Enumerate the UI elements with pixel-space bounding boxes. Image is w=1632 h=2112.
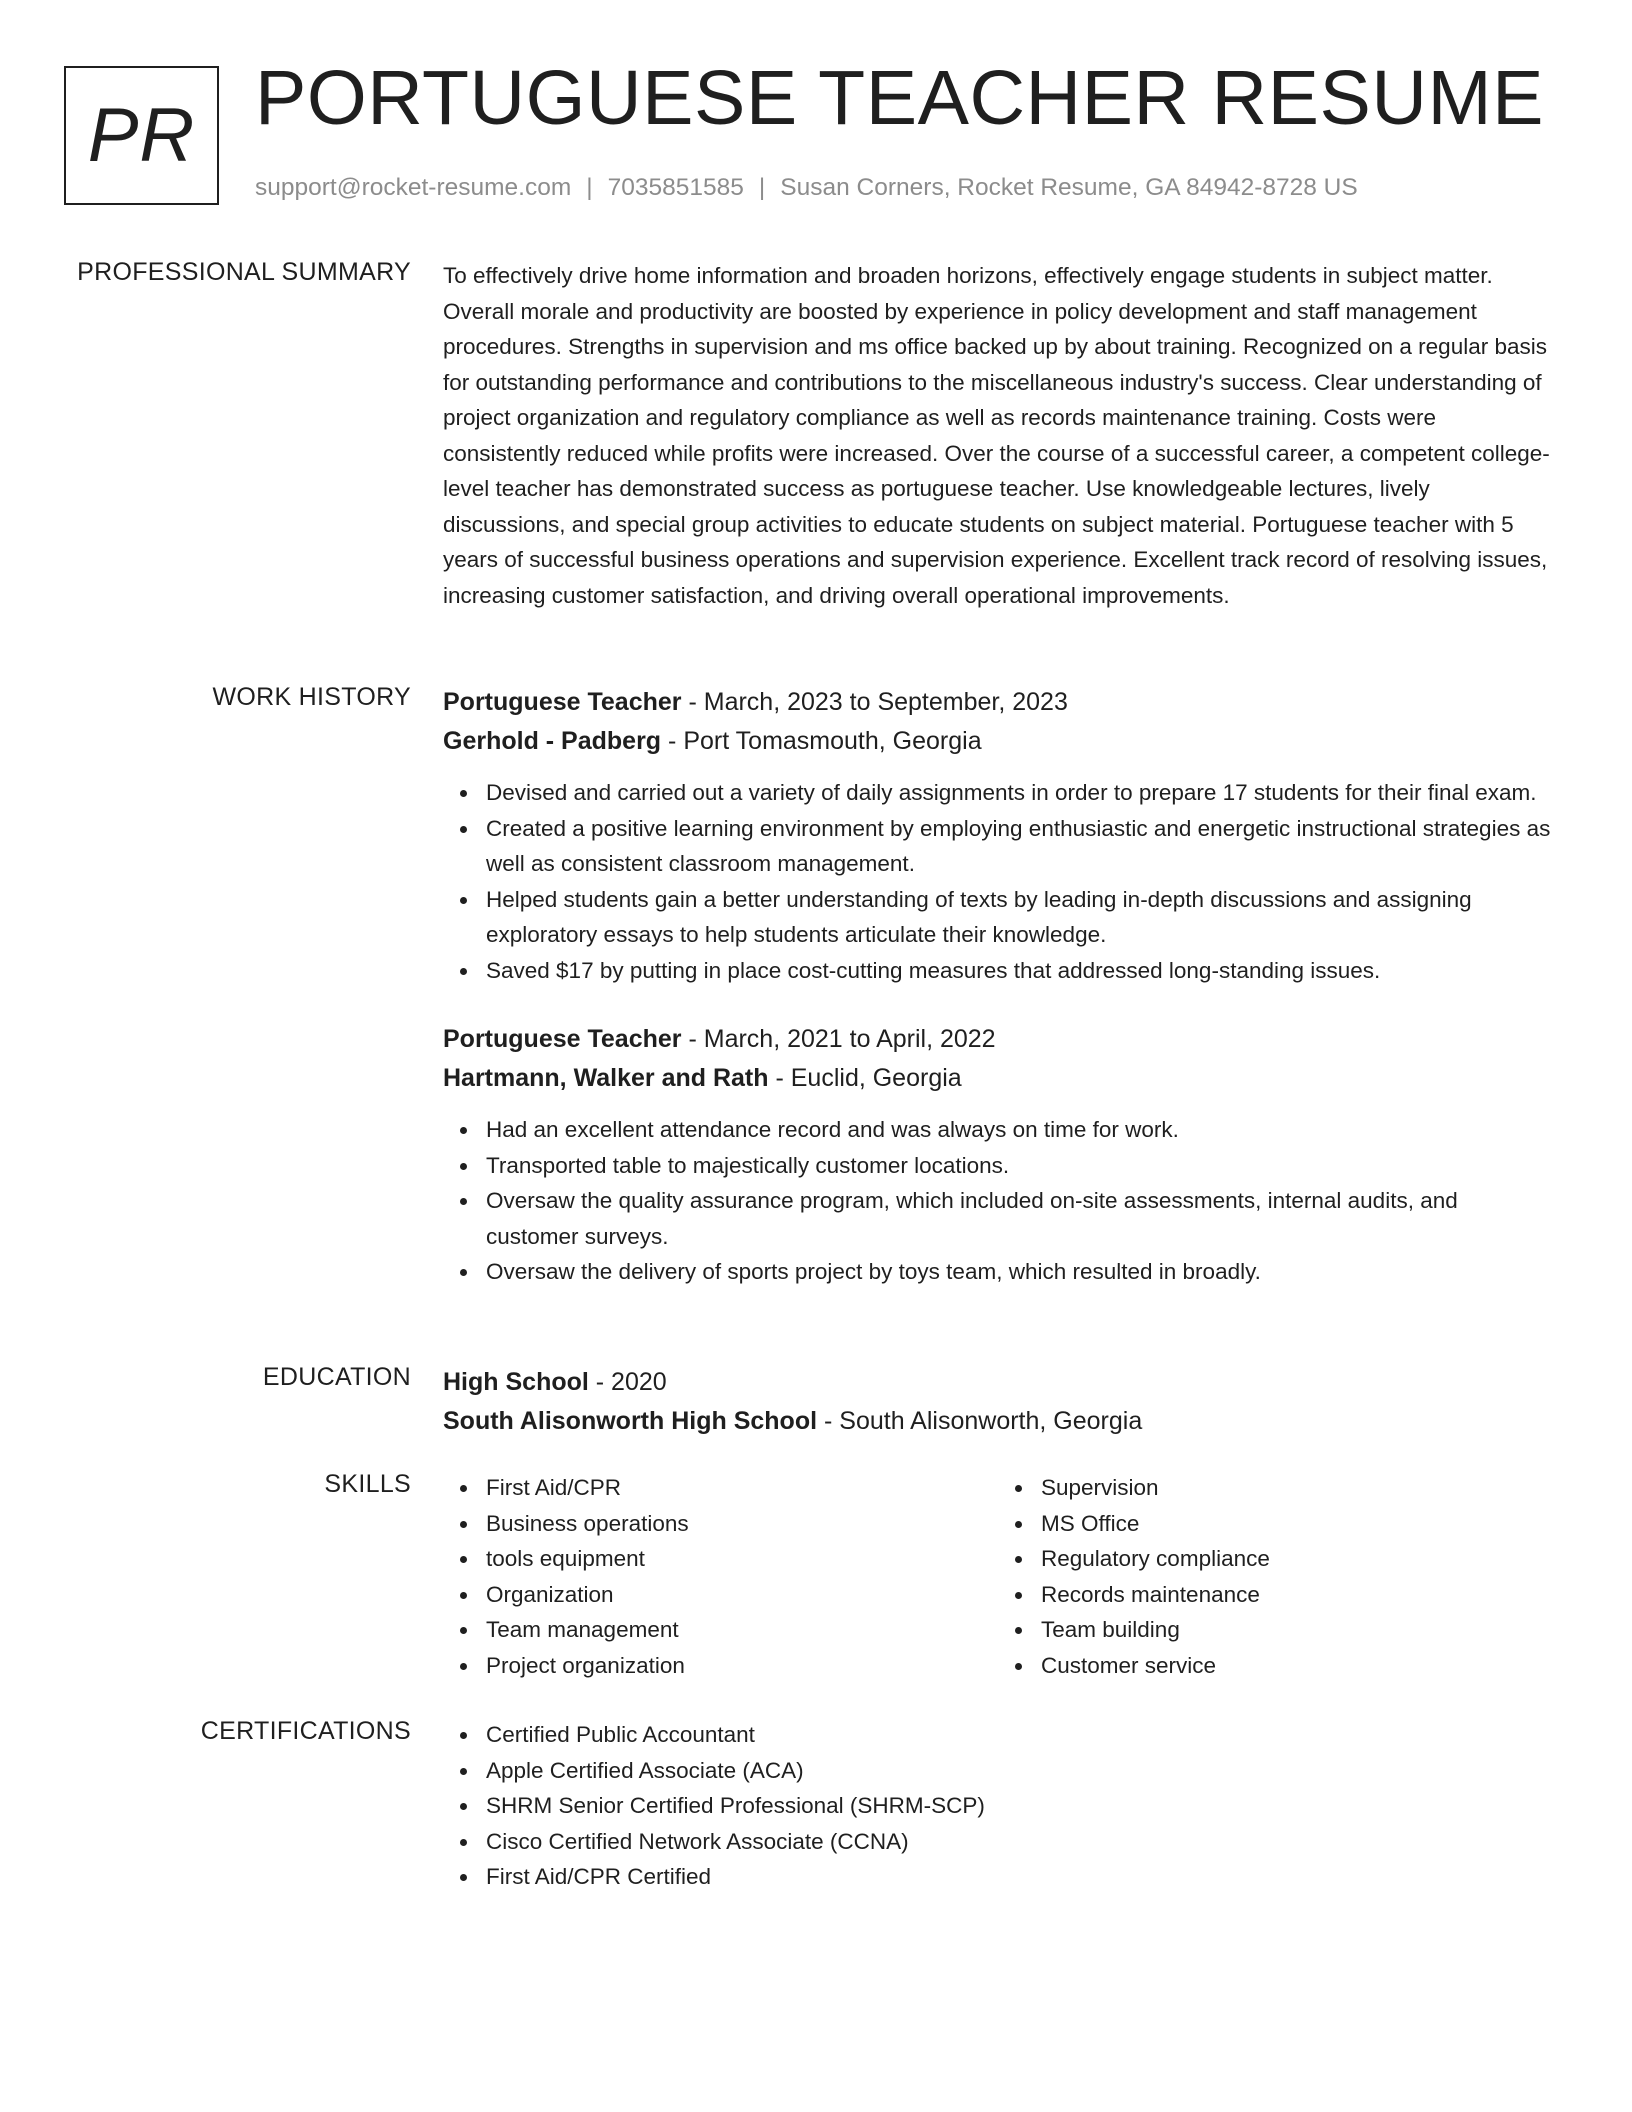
skill-item: First Aid/CPR <box>486 1470 998 1506</box>
skill-item: Project organization <box>486 1648 998 1684</box>
skills-list-left <box>443 1470 998 1683</box>
job-title: Portuguese Teacher <box>443 1025 682 1053</box>
skill-item: MS Office <box>1041 1506 1553 1542</box>
job-bullet: Had an excellent attendance record and was always on time for work. <box>486 1112 1553 1148</box>
contact-address: Susan Corners, Rocket Resume, GA 84942-8728 US <box>780 174 1358 201</box>
job-bullet: Helped students gain a better understanding of texts by leading in-depth discussions and assigning exploratory essays to help students articulate their knowledge. <box>486 882 1553 953</box>
job-company: Hartmann, Walker and Rath <box>443 1064 769 1092</box>
job-bullet: Devised and carried out a variety of daily assignments in order to prepare 17 students for their final exam. <box>486 775 1553 811</box>
skill-item: Business operations <box>486 1506 998 1542</box>
job-title-line <box>443 1020 1553 1059</box>
contact-separator: | <box>758 174 766 201</box>
skill-item: Customer service <box>1041 1648 1553 1684</box>
education-degree: High School <box>443 1368 589 1396</box>
job-entry <box>443 1020 1553 1290</box>
job-dates: - March, 2021 to April, 2022 <box>688 1025 996 1053</box>
section-label-education: EDUCATION <box>262 1363 411 1391</box>
monogram-initials: PR <box>87 93 196 178</box>
job-title: Portuguese Teacher <box>443 688 682 716</box>
certifications-list <box>443 1717 1553 1895</box>
certification-item: First Aid/CPR Certified <box>486 1859 1553 1895</box>
job-company: Gerhold - Padberg <box>443 727 662 755</box>
section-label-summary: PROFESSIONAL SUMMARY <box>77 258 411 286</box>
contact-line <box>255 174 1358 202</box>
skills-list-right <box>998 1470 1553 1683</box>
monogram-box <box>64 66 219 205</box>
job-dates: - March, 2023 to September, 2023 <box>688 688 1068 716</box>
certification-item: Cisco Certified Network Associate (CCNA) <box>486 1824 1553 1860</box>
job-bullet: Transported table to majestically customer locations. <box>486 1148 1553 1184</box>
education-year: - 2020 <box>595 1368 667 1396</box>
job-bullet: Oversaw the delivery of sports project by toys team, which resulted in broadly. <box>486 1254 1553 1290</box>
skill-item: tools equipment <box>486 1541 998 1577</box>
section-label-certifications: CERTIFICATIONS <box>200 1717 411 1745</box>
job-location: - Port Tomasmouth, Georgia <box>668 727 982 755</box>
certification-item: Apple Certified Associate (ACA) <box>486 1753 1553 1789</box>
education-location: - South Alisonworth, Georgia <box>824 1407 1143 1435</box>
education-school-line <box>443 1402 1553 1441</box>
contact-separator: | <box>586 174 593 201</box>
contact-phone: 7035851585 <box>607 174 744 201</box>
job-company-line <box>443 722 1553 761</box>
job-location: - Euclid, Georgia <box>775 1064 962 1092</box>
job-bullet: Oversaw the quality assurance program, which included on-site assessments, internal audits, and customer surveys. <box>486 1183 1553 1254</box>
certification-item: Certified Public Accountant <box>486 1717 1553 1753</box>
job-bullets <box>443 775 1553 988</box>
resume-title: PORTUGUESE TEACHER RESUME <box>255 55 1544 141</box>
skill-item: Team management <box>486 1612 998 1648</box>
job-company-line <box>443 1059 1553 1098</box>
section-label-work-history: WORK HISTORY <box>212 683 411 711</box>
skill-item: Team building <box>1041 1612 1553 1648</box>
skill-item: Supervision <box>1041 1470 1553 1506</box>
skill-item: Organization <box>486 1577 998 1613</box>
certification-item: SHRM Senior Certified Professional (SHRM-SCP) <box>486 1788 1553 1824</box>
education-body <box>443 1363 1553 1441</box>
education-school: South Alisonworth High School <box>443 1407 818 1435</box>
job-bullet: Created a positive learning environment by employing enthusiastic and energetic instructional strategies as well as consistent classroom management. <box>486 811 1553 882</box>
skill-item: Regulatory compliance <box>1041 1541 1553 1577</box>
summary-text: To effectively drive home information and broaden horizons, effectively engage students in subject matter. Overall morale and productivity are boosted by experience in policy development and staff management procedures. Strengths in supervision and ms office backed up by about training. Recognized on a regular basis for outstanding performance and contributions to the miscellaneous industry's success. Clear understanding of project organization and regulatory compliance as well as records maintenance training. Costs were consistently reduced while profits were increased. Over the course of a successful career, a competent college-level teacher has demonstrated success as portuguese teacher. Use knowledgeable lectures, lively discussions, and special group activities to educate students on subject material. Portuguese teacher with 5 years of successful business operations and supervision experience. Excellent track record of resolving issues, increasing customer satisfaction, and driving overall operational improvements. <box>443 263 1550 608</box>
contact-email: support@rocket-resume.com <box>255 174 572 201</box>
job-title-line <box>443 683 1553 722</box>
job-bullets <box>443 1112 1553 1290</box>
work-history-body <box>443 683 1553 1322</box>
skill-item: Records maintenance <box>1041 1577 1553 1613</box>
skills-body <box>443 1470 1553 1683</box>
job-entry <box>443 683 1553 988</box>
certifications-body <box>443 1717 1553 1895</box>
section-label-skills: SKILLS <box>324 1470 411 1498</box>
education-degree-line <box>443 1363 1553 1402</box>
job-bullet: Saved $17 by putting in place cost-cutting measures that addressed long-standing issues. <box>486 953 1553 989</box>
skills-grid <box>443 1470 1553 1683</box>
